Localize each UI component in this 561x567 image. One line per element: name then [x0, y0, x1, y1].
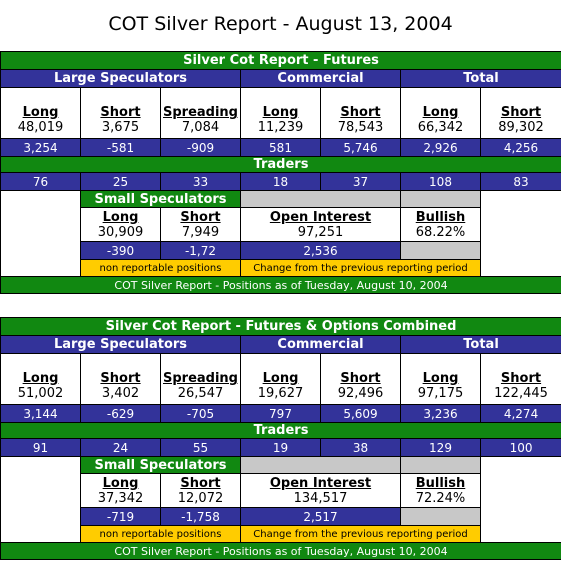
- position-cell: [481, 88, 561, 139]
- position-cell: [481, 354, 561, 405]
- position-value: 122,445: [494, 386, 548, 401]
- grey-filler: [401, 457, 481, 474]
- position-value: 11,239: [257, 120, 304, 135]
- position-label: Short: [340, 371, 381, 386]
- position-label: Long: [22, 105, 59, 120]
- position-change: 3,236: [401, 405, 481, 423]
- position-change: 4,256: [481, 139, 561, 157]
- position-change: 3,254: [1, 139, 81, 157]
- position-change: 2,926: [401, 139, 481, 157]
- note-change: Change from the previous reporting period: [241, 260, 481, 277]
- group-commercial: Commercial: [241, 70, 401, 88]
- futures-options-report: [0, 317, 561, 560]
- small-long-label: Long: [102, 475, 139, 491]
- position-cell: [161, 354, 241, 405]
- traders-heading: Traders: [1, 157, 561, 173]
- position-value: 3,675: [101, 120, 140, 135]
- group-total: Total: [401, 70, 561, 88]
- report-heading: Silver Cot Report - Futures & Options Combined: [1, 318, 561, 336]
- position-label: Short: [500, 371, 542, 386]
- traders-count: 33: [161, 173, 241, 191]
- traders-count: 37: [321, 173, 401, 191]
- traders-count: 24: [81, 439, 161, 457]
- position-label: Long: [262, 371, 299, 386]
- position-label: Long: [422, 371, 459, 386]
- position-change: 581: [241, 139, 321, 157]
- position-cell: [81, 88, 161, 139]
- traders-count: 129: [401, 439, 481, 457]
- small-speculators-heading: Small Speculators: [81, 191, 241, 208]
- small-short-label: Short: [180, 209, 221, 225]
- traders-count: 100: [481, 439, 561, 457]
- position-value: 51,002: [17, 386, 64, 401]
- report-heading: Silver Cot Report - Futures: [1, 52, 561, 70]
- open-interest-label: Open Interest: [269, 475, 372, 491]
- group-large-speculators: Large Speculators: [1, 70, 241, 88]
- open-interest-cell: [241, 474, 401, 508]
- traders-heading: Traders: [1, 423, 561, 439]
- position-value: 7,084: [181, 120, 220, 135]
- traders-count: 55: [161, 439, 241, 457]
- position-cell: [1, 354, 81, 405]
- position-label: Spreading: [163, 105, 238, 120]
- group-commercial: Commercial: [241, 336, 401, 354]
- position-label: Short: [100, 105, 141, 120]
- grey-filler: [241, 457, 401, 474]
- position-cell: [401, 354, 481, 405]
- blank-left: [1, 191, 81, 277]
- position-label: Long: [262, 105, 299, 120]
- blank-right: [481, 191, 561, 277]
- page-title: COT Silver Report - August 13, 2004: [108, 13, 453, 35]
- note-non-reportable: non reportable positions: [81, 526, 241, 543]
- position-change: 797: [241, 405, 321, 423]
- blank-left: [1, 457, 81, 543]
- small-short-cell: [161, 208, 241, 242]
- position-value: 78,543: [337, 120, 384, 135]
- traders-count: 91: [1, 439, 81, 457]
- position-change: 4,274: [481, 405, 561, 423]
- position-cell: [321, 354, 401, 405]
- position-cell: [81, 354, 161, 405]
- position-cell: [401, 88, 481, 139]
- grey-filler: [401, 508, 481, 526]
- traders-count: 19: [241, 439, 321, 457]
- small-short-value: 7,949: [181, 224, 220, 240]
- position-label: Short: [340, 105, 381, 120]
- position-change: 5,609: [321, 405, 401, 423]
- small-long-label: Long: [102, 209, 139, 225]
- small-long-value: 37,342: [97, 490, 144, 506]
- group-total: Total: [401, 336, 561, 354]
- report-footer: COT Silver Report - Positions as of Tuesday, August 10, 2004: [1, 543, 561, 560]
- report-table: [0, 51, 561, 294]
- small-long-change: -719: [81, 508, 161, 526]
- grey-filler: [401, 191, 481, 208]
- position-change: 3,144: [1, 405, 81, 423]
- traders-count: 38: [321, 439, 401, 457]
- open-interest-change: 2,517: [241, 508, 401, 526]
- position-change: -909: [161, 139, 241, 157]
- small-long-cell: [81, 208, 161, 242]
- note-change: Change from the previous reporting period: [241, 526, 481, 543]
- report-table: [0, 317, 561, 560]
- position-label: Short: [100, 371, 141, 386]
- traders-count: 83: [481, 173, 561, 191]
- traders-count: 18: [241, 173, 321, 191]
- position-label: Short: [500, 105, 542, 120]
- position-value: 3,402: [101, 386, 140, 401]
- note-non-reportable: non reportable positions: [81, 260, 241, 277]
- open-interest-value: 134,517: [293, 490, 348, 506]
- position-value: 92,496: [337, 386, 384, 401]
- position-label: Long: [422, 105, 459, 120]
- position-label: Spreading: [163, 371, 238, 386]
- traders-count: 108: [401, 173, 481, 191]
- small-speculators-heading: Small Speculators: [81, 457, 241, 474]
- blank-right: [481, 457, 561, 543]
- bullish-cell: [401, 208, 481, 242]
- small-long-cell: [81, 474, 161, 508]
- bullish-label: Bullish: [415, 209, 466, 225]
- position-cell: [321, 88, 401, 139]
- bullish-value: 72.24%: [415, 490, 466, 506]
- position-cell: [241, 354, 321, 405]
- open-interest-label: Open Interest: [269, 209, 372, 225]
- small-short-value: 12,072: [177, 490, 224, 506]
- position-change: -629: [81, 405, 161, 423]
- small-short-label: Short: [180, 475, 221, 491]
- position-label: Long: [22, 371, 59, 386]
- position-cell: [161, 88, 241, 139]
- position-change: -705: [161, 405, 241, 423]
- open-interest-cell: [241, 208, 401, 242]
- bullish-cell: [401, 474, 481, 508]
- small-long-value: 30,909: [97, 224, 144, 240]
- position-change: 5,746: [321, 139, 401, 157]
- position-cell: [241, 88, 321, 139]
- bullish-value: 68.22%: [415, 224, 466, 240]
- small-short-change: -1,72: [161, 242, 241, 260]
- position-change: -581: [81, 139, 161, 157]
- position-cell: [1, 88, 81, 139]
- position-value: 66,342: [417, 120, 464, 135]
- position-value: 48,019: [17, 120, 64, 135]
- traders-count: 25: [81, 173, 161, 191]
- grey-filler: [241, 191, 401, 208]
- open-interest-value: 97,251: [297, 224, 344, 240]
- bullish-label: Bullish: [415, 475, 466, 491]
- position-value: 26,547: [177, 386, 224, 401]
- small-short-cell: [161, 474, 241, 508]
- small-long-change: -390: [81, 242, 161, 260]
- futures-report: [0, 51, 561, 294]
- small-short-change: -1,758: [161, 508, 241, 526]
- position-value: 19,627: [257, 386, 304, 401]
- grey-filler: [401, 242, 481, 260]
- position-value: 89,302: [498, 120, 544, 135]
- report-footer: COT Silver Report - Positions as of Tuesday, August 10, 2004: [1, 277, 561, 294]
- position-value: 97,175: [417, 386, 464, 401]
- open-interest-change: 2,536: [241, 242, 401, 260]
- group-large-speculators: Large Speculators: [1, 336, 241, 354]
- traders-count: 76: [1, 173, 81, 191]
